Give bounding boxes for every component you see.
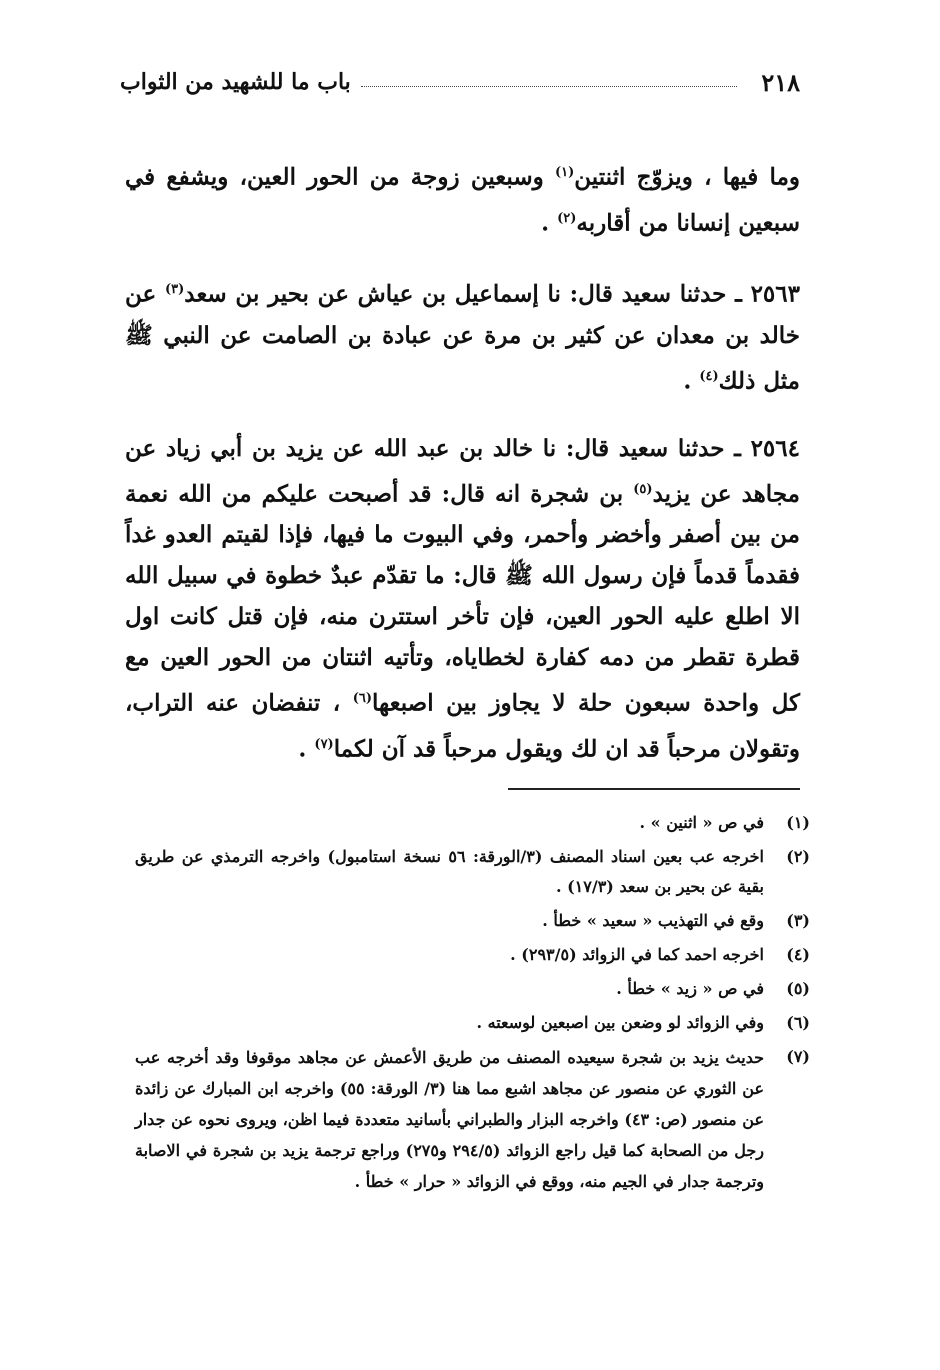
hadith-2563 — [125, 269, 800, 401]
text-run: . — [541, 209, 558, 237]
footnote-ref[interactable]: (١) — [554, 165, 575, 180]
text-run: وما فيها ، ويزوّج اثنتين — [574, 163, 800, 191]
footnote-3 — [135, 906, 810, 936]
text-run: بن شجرة انه قال: قد أصبحت عليكم من الله نعمة من بين أصفر وأخضر وأحمر، وفي البيوت ما فيها، فإذا لقيتم العدو غداً فقدماً قدماً فإن رسول الله ﷺ قال: ما تقدّم عبدٌ خطوة في سبيل الله الا اطلع عليه الحور العين، فإن تأخر استترن منه، فإن قتل كانت اول قطرة تقطر من دمه كفارة لخطاياه، وتأتيه اثنتان من الحور العين مع كل واحدة سبعون حلة لا يجاوز بين اصبعها — [125, 480, 800, 717]
text-run: ـ حدثنا سعيد قال: نا خالد بن عبد الله عن يزيد بن أبي زياد عن مجاهد عن يزيد — [125, 434, 800, 508]
page-number: ٢١٨ — [761, 67, 800, 97]
page-header — [120, 62, 800, 102]
footnote-ref[interactable]: (٢) — [557, 210, 577, 226]
footnote-2 — [135, 842, 810, 902]
footnote-7 — [135, 1042, 810, 1197]
footnote-6 — [135, 1008, 810, 1038]
text-run: وسبعين زوجة من الحور العين، ويشفع في سبعين إنسانا من أقاربه — [125, 163, 800, 237]
hadith-number: ٢٥٦٣ — [750, 280, 800, 308]
footnote-4 — [135, 940, 810, 970]
footnote-1 — [135, 808, 810, 838]
footnote-ref[interactable]: (٥) — [633, 481, 653, 497]
paragraph-1 — [125, 152, 800, 243]
text-run: عن خالد بن معدان عن كثير بن مرة عن عبادة بن الصامت عن النبي ﷺ مثل ذلك — [125, 280, 800, 395]
footnote-ref[interactable]: (٧) — [314, 736, 334, 752]
footnote-ref[interactable]: (٦) — [352, 691, 373, 707]
footnote-ref[interactable]: (٣) — [164, 282, 185, 298]
footnote-text: اخرجه احمد كما في الزوائد (٢٩٣/٥) . — [510, 945, 764, 964]
footnote-number: (٢) — [786, 847, 810, 866]
footnote-text: وقع في التهذيب « سعيد » خطأ . — [542, 911, 764, 930]
text-run: . — [298, 735, 315, 763]
running-title: باب ما للشهيد من الثواب — [120, 69, 351, 95]
footnote-5 — [135, 974, 810, 1004]
footnote-number: (٤) — [786, 945, 810, 964]
text-run: . — [683, 367, 700, 395]
footnote-text: في ص « زيد » خطأ . — [616, 979, 764, 998]
footnote-number: (١) — [786, 813, 810, 832]
text-run: ـ حدثنا سعيد قال: نا إسماعيل بن عياش عن بحير بن سعد — [184, 280, 751, 308]
hadith-2564 — [125, 428, 800, 770]
footnote-text: في ص « اثنين » . — [639, 813, 764, 832]
footnote-text: حديث يزيد بن شجرة سيعيده المصنف من طريق الأعمش عن مجاهد موقوفا وقد أخرجه عب عن الثوري عن منصور عن مجاهد اشبع مما هنا (٣/ الورقة: ٥٥) واخرجه ابن المبارك عن زائدة عن منصور (ص: ٤٣) واخرجه البزار والطبراني بأسانيد متعددة فيما اظن، ويروى نحوه عن جدار رجل من الصحابة كما قيل راجع الزوائد (٢٩٤/٥ و٢٧٥) وراجع ترجمة يزيد بن شجرة في الاصابة وترجمة جدار في الجيم منه، ووقع في الزوائد « حرار » خطأ . — [135, 1048, 765, 1191]
footnote-number: (٥) — [786, 979, 810, 998]
footnote-divider — [508, 788, 800, 790]
footnote-number: (٦) — [786, 1013, 810, 1032]
footnote-text: وفي الزوائد لو وضعن بين اصبعين لوسعته . — [476, 1013, 764, 1032]
hadith-number: ٢٥٦٤ — [750, 434, 800, 462]
footnote-number: (٧) — [786, 1047, 810, 1066]
dotted-leader — [361, 86, 738, 87]
footnotes — [135, 808, 810, 1201]
footnote-number: (٣) — [786, 911, 810, 930]
footnote-ref[interactable]: (٤) — [699, 368, 719, 384]
footnote-text: اخرجه عب بعين اسناد المصنف (٣/الورقة: ٥٦ نسخة استامبول) واخرجه الترمذي عن طريق بقية عن بحير بن سعد (١٧/٣) . — [135, 847, 764, 896]
text-run: ، تنفضان عنه التراب، وتقولان مرحباً قد ان لك ويقول مرحباً قد آن لكما — [125, 689, 800, 763]
main-text — [125, 152, 800, 796]
